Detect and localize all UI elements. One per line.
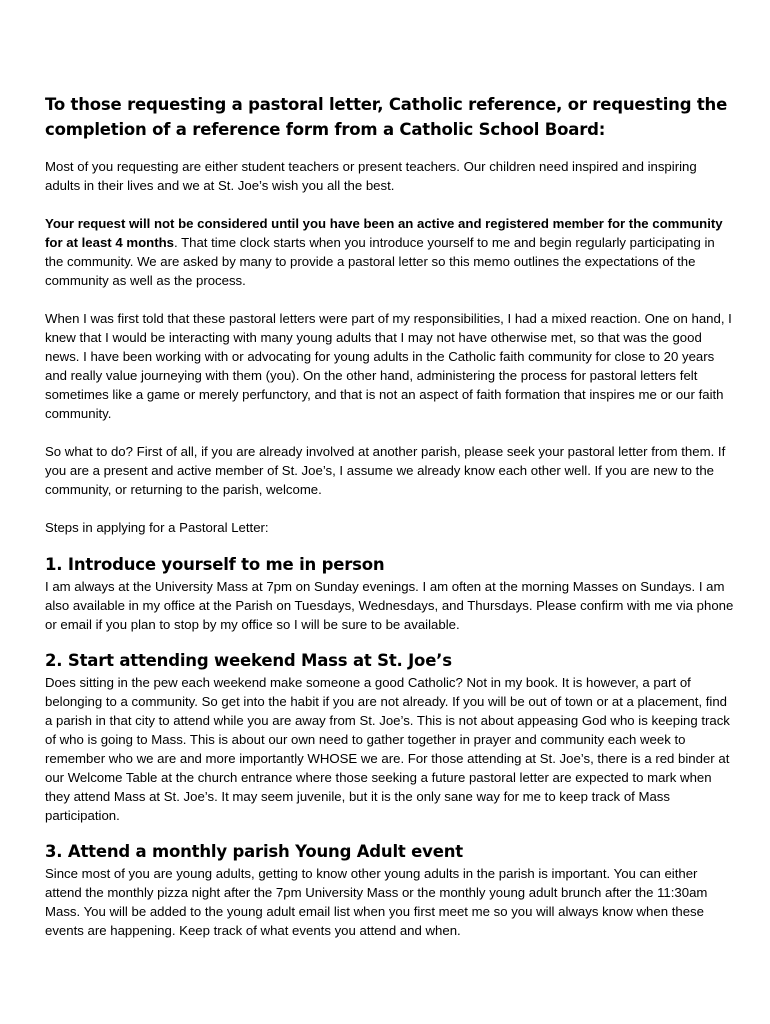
- requirement-paragraph: [45, 214, 735, 290]
- what-to-do-paragraph: So what to do? First of all, if you are already involved at another parish, please seek your pastoral letter from them. If you are a present and active member of St. Joe’s, I assume we already know each other well. If you are new to the community, or returning to the parish, welcome.: [45, 444, 726, 497]
- step-1-body: I am always at the University Mass at 7pm on Sunday evenings. I am often at the morning Masses on Sundays. I am also available in my office at the Parish on Tuesdays, Wednesdays, and Thursdays. Please confirm with me via phone or email if you plan to stop by my office so I will be sure to be available.: [45, 579, 734, 632]
- step-2-heading: 2. Start attending weekend Mass at St. Joe’s: [45, 651, 452, 670]
- requirement-bold-text: Your request will not be considered until you have been an active and registered member for the community for at least 4 months: [45, 216, 723, 250]
- step-3-heading: 3. Attend a monthly parish Young Adult event: [45, 842, 463, 861]
- steps-intro: Steps in applying for a Pastoral Letter:: [45, 520, 269, 535]
- step-3-section: [45, 841, 735, 940]
- step-1-heading: 1. Introduce yourself to me in person: [45, 555, 385, 574]
- step-3-body: Since most of you are young adults, getting to know other young adults in the parish is important. You can either attend the monthly pizza night after the 7pm University Mass or the monthly young adult brunch after the 11:30am Mass. You will be added to the young adult email list when you first meet me so you will always know when these events are happening. Keep track of what events you attend and when.: [45, 866, 708, 938]
- step-2-section: [45, 650, 735, 825]
- requirement-rest-text: . That time clock starts when you introduce yourself to me and begin regularly participating in the community. We are asked by many to provide a pastoral letter so this memo outlines the expectations of the community as well as the process.: [45, 235, 715, 288]
- step-1-section: [45, 554, 735, 634]
- reflection-paragraph: When I was first told that these pastoral letters were part of my responsibilities, I had a mixed reaction. One on hand, I knew that I would be interacting with many young adults that I may not have otherwise met, so that was the good news. I have been working with or advocating for young adults in the Catholic faith community for close to 20 years and really value journeying with them (you). On the other hand, administering the process for pastoral letters felt sometimes like a game or merely perfunctory, and that is not an aspect of faith formation that inspires me or our faith community.: [45, 311, 732, 421]
- intro-paragraph: Most of you requesting are either student teachers or present teachers. Our children need inspired and inspiring adults in their lives and we at St. Joe’s wish you all the best.: [45, 159, 697, 193]
- document-title: To those requesting a pastoral letter, Catholic reference, or requesting the completion of a reference form from a Catholic School Board:: [45, 95, 728, 139]
- step-2-body: Does sitting in the pew each weekend make someone a good Catholic? Not in my book. It is however, a part of belonging to a community. So get into the habit if you are not already. If you will be out of town or at a placement, find a parish in that city to attend while you are away from St. Joe’s. This is not about appeasing God who is keeping track of who is going to Mass. This is about our own need to gather together in prayer and community each week to remember who we are and more importantly WHOSE we are. For those attending at St. Joe’s, there is a red binder at our Welcome Table at the church entrance where those seeking a future pastoral letter are expected to mark when they attend Mass at St. Joe’s. It may seem juvenile, but it is the only sane way for me to keep track of Mass participation.: [45, 675, 730, 823]
- document-page: [45, 92, 735, 956]
